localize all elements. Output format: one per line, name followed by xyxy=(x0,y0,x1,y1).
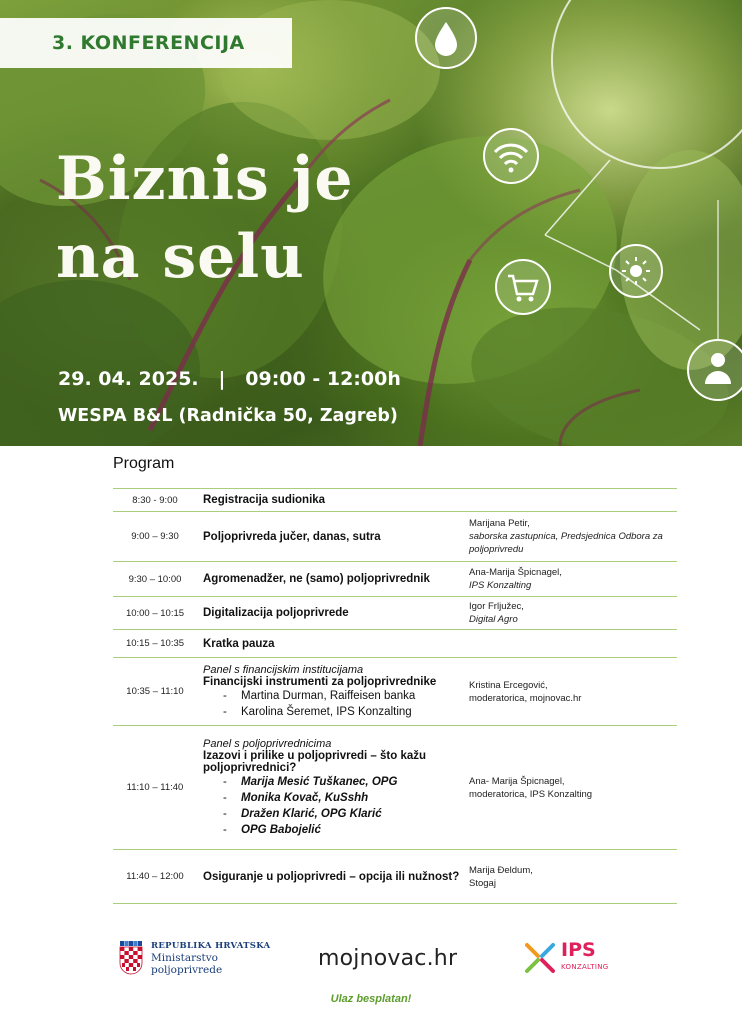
row-main xyxy=(197,871,463,883)
row-time: 9:00 – 9:30 xyxy=(131,531,179,542)
panel-label: Panel s poljoprivrednicima xyxy=(203,737,332,750)
list-dash: - xyxy=(223,775,227,788)
speaker-name: Igor Frljužec, xyxy=(469,601,524,612)
mojnovac-logo: mojnovac.hr xyxy=(318,946,458,971)
list-item xyxy=(203,806,463,822)
row-main xyxy=(197,664,463,720)
ips-subtitle: KONZALTING xyxy=(561,962,609,971)
speaker-name: Marijana Petir, xyxy=(469,518,530,529)
list-dash: - xyxy=(223,823,227,836)
speaker-role: moderatorica, mojnovac.hr xyxy=(469,692,582,704)
speaker-name: Ana-Marija Špicnagel, xyxy=(469,567,562,578)
event-title xyxy=(56,140,476,296)
ministry-line-2: Ministarstvo xyxy=(151,952,218,964)
water-drop-icon xyxy=(416,8,476,68)
speaker-name: Marija Đeldum, xyxy=(469,864,533,876)
row-time: 9:30 – 10:00 xyxy=(128,573,182,585)
list-dash: - xyxy=(223,791,227,804)
session-title: Financijski instrumenti za poljoprivrednike xyxy=(203,675,437,688)
shopping-cart-icon xyxy=(496,260,550,314)
row-time: 10:35 – 11:10 xyxy=(126,686,184,697)
panelist-list xyxy=(203,774,463,838)
program-row xyxy=(113,561,677,596)
ips-name: IPS xyxy=(561,938,596,961)
panelist-name: Marija Mesić Tuškanec, OPG xyxy=(241,775,398,788)
list-item xyxy=(203,790,463,806)
speaker-role: Digital Agro xyxy=(469,614,518,625)
row-main xyxy=(197,607,463,619)
program-row xyxy=(113,511,677,561)
row-time: 11:40 – 12:00 xyxy=(126,871,184,882)
list-item xyxy=(203,688,463,704)
program-row xyxy=(113,488,677,511)
croatian-coat-of-arms-icon xyxy=(119,941,143,975)
list-dash: - xyxy=(223,807,227,820)
conference-label: 3. KONFERENCIJA xyxy=(52,32,245,54)
row-speaker xyxy=(463,517,677,556)
panelist-name: Martina Durman, Raiffeisen banka xyxy=(241,689,416,702)
panelist-list xyxy=(203,688,463,720)
ips-text xyxy=(561,938,609,974)
speaker-role: moderatorica, IPS Konzalting xyxy=(469,788,593,800)
row-main xyxy=(197,638,463,650)
session-title: Poljoprivreda jučer, danas, sutra xyxy=(203,530,381,543)
ministry-line-3: poljoprivrede xyxy=(151,964,223,976)
list-item xyxy=(203,704,463,720)
program-row xyxy=(113,596,677,629)
program-row xyxy=(113,849,677,904)
free-entry-note: Ulaz besplatan! xyxy=(330,993,412,1005)
row-speaker xyxy=(463,679,677,705)
program-row xyxy=(113,725,677,849)
speaker-role: Stogaj xyxy=(469,877,496,889)
speaker-role: IPS Konzalting xyxy=(469,580,532,591)
panelist-name: Karolina Šeremet, IPS Konzalting xyxy=(241,705,412,718)
ips-x-icon xyxy=(524,942,556,974)
sun-icon xyxy=(610,245,662,297)
row-main xyxy=(197,738,463,838)
panel-label: Panel s financijskim institucijama xyxy=(203,663,364,676)
program-row xyxy=(113,629,677,657)
title-line-2: na selu xyxy=(56,222,305,292)
program-heading: Program xyxy=(113,455,175,472)
row-speaker xyxy=(463,566,677,592)
panelist-name: Monika Kovač, KuSshh xyxy=(241,791,369,804)
speaker-role: saborska zastupnica, Predsjednica Odbora za poljoprivredu xyxy=(469,531,663,555)
panelist-name: Dražen Klarić, OPG Klarić xyxy=(241,807,382,820)
session-title: Agromenadžer, ne (samo) poljoprivrednik xyxy=(203,573,430,585)
title-line-1: Biznis je xyxy=(56,144,354,214)
row-speaker xyxy=(463,864,677,890)
session-title: Izazovi i prilike u poljoprivredi – što kažu poljoprivrednici? xyxy=(203,749,427,774)
session-title: Osiguranje u poljoprivredi – opcija ili nužnost? xyxy=(203,870,460,883)
event-venue: WESPA B&L (Radnička 50, Zagreb) xyxy=(58,406,398,426)
row-speaker xyxy=(463,600,677,626)
hero-banner xyxy=(0,0,742,446)
panelist-name: OPG Babojelić xyxy=(241,823,321,836)
row-time: 10:00 – 10:15 xyxy=(125,607,185,619)
ministry-logo xyxy=(119,940,270,976)
row-main xyxy=(197,494,463,506)
list-item xyxy=(203,822,463,838)
row-speaker xyxy=(463,775,677,801)
user-icon xyxy=(688,340,742,400)
row-time: 10:15 – 10:35 xyxy=(125,638,185,649)
list-dash: - xyxy=(223,689,227,702)
row-main xyxy=(197,573,463,585)
program-row xyxy=(113,657,677,725)
event-date-time: 29. 04. 2025. | 09:00 - 12:00h xyxy=(58,368,401,390)
list-item xyxy=(203,774,463,790)
ministry-line-1: REPUBLIKA HRVATSKA xyxy=(151,941,271,951)
session-title: Digitalizacija poljoprivrede xyxy=(203,607,349,619)
wifi-icon xyxy=(484,129,538,183)
ministry-text xyxy=(151,940,270,976)
list-dash: - xyxy=(223,705,227,718)
row-time: 8:30 - 9:00 xyxy=(132,494,178,506)
row-main xyxy=(197,531,463,543)
program-table xyxy=(113,488,677,904)
session-title: Kratka pauza xyxy=(203,637,275,650)
conference-number-banner xyxy=(0,18,292,68)
row-time: 11:10 – 11:40 xyxy=(126,782,184,793)
speaker-name: Kristina Ercegović, xyxy=(469,679,548,691)
speaker-name: Ana- Marija Špicnagel, xyxy=(469,775,565,787)
session-title: Registracija sudionika xyxy=(203,494,326,506)
ips-konzalting-logo xyxy=(524,938,609,974)
